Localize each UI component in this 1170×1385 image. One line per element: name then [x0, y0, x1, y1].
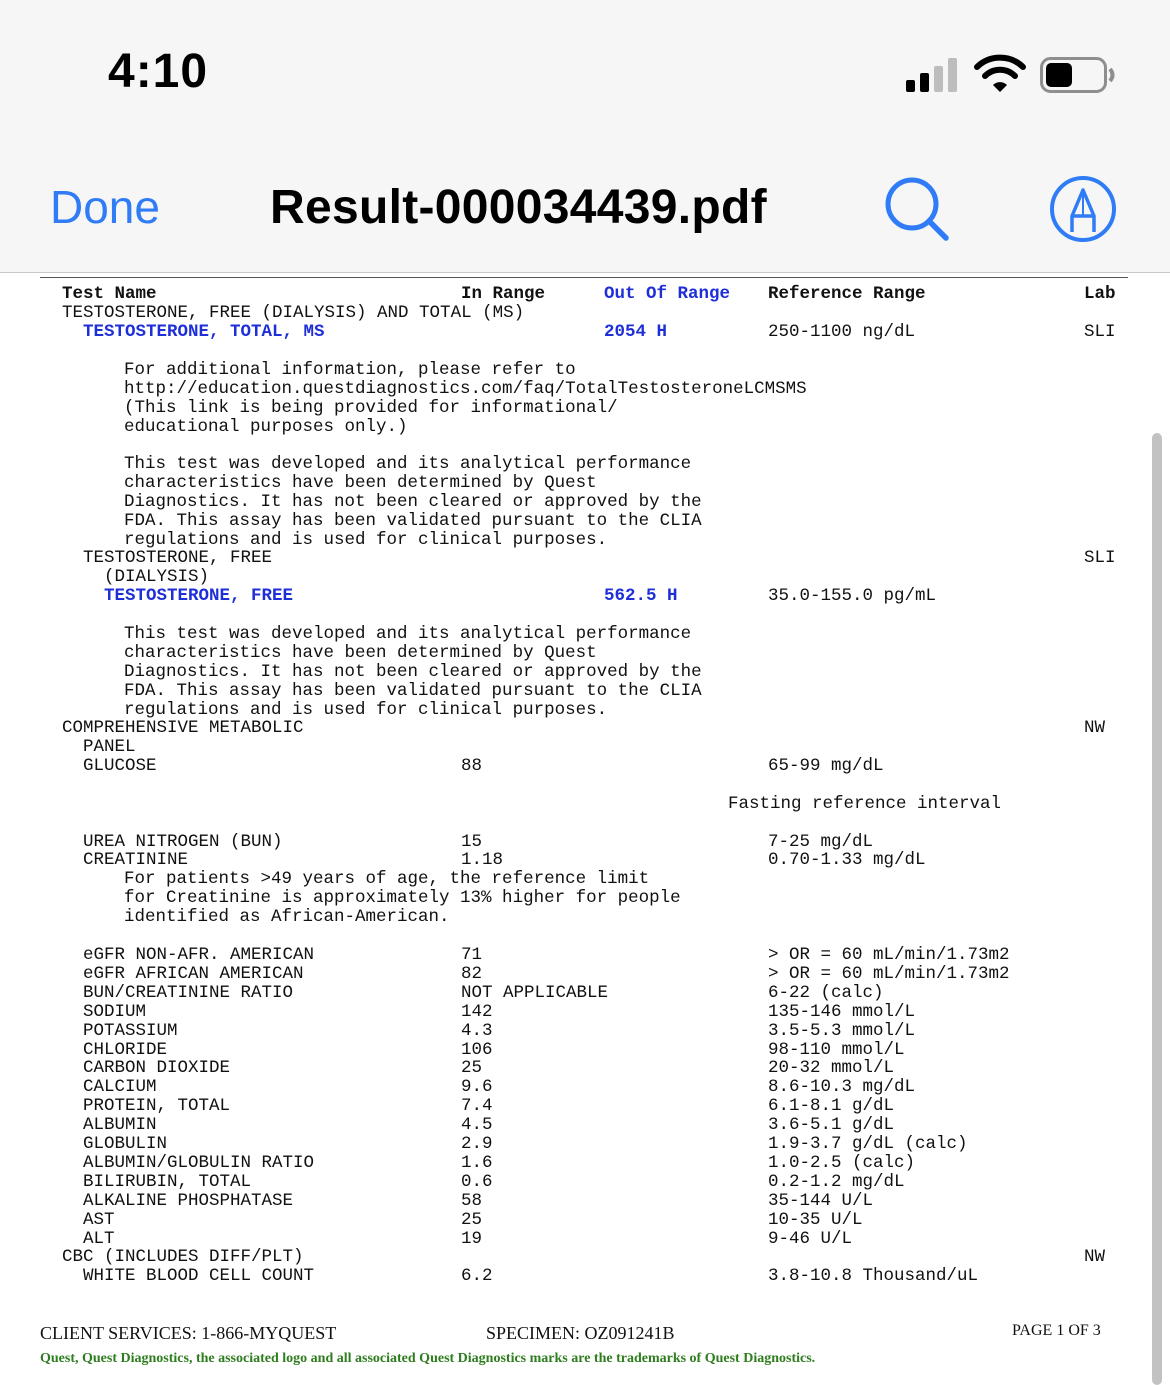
results-name-column	[83, 946, 314, 1249]
result-row-ref: 0.2-1.2 mg/dL	[768, 1171, 905, 1192]
panel-cbc-lab: NW	[1084, 1247, 1106, 1267]
bun-value: 15	[461, 832, 483, 852]
glucose-name: GLUCOSE	[83, 756, 157, 776]
result-row-value: 2.9	[461, 1134, 493, 1155]
result-row-name: POTASSIUM	[83, 1020, 178, 1041]
result-row-ref: 20-32 mmol/L	[768, 1058, 895, 1079]
glucose-ref: 65-99 mg/dL	[768, 756, 884, 776]
result-row-value: 25	[461, 1058, 483, 1079]
document-title: Result-000034439.pdf	[270, 181, 767, 234]
result-row-name: AST	[83, 1209, 115, 1230]
result-row-name: CARBON DIOXIDE	[83, 1058, 231, 1079]
result-row-name: GLOBULIN	[83, 1134, 168, 1155]
footer-client-services: CLIENT SERVICES: 1-866-MYQUEST	[40, 1323, 337, 1343]
wbc-value: 6.2	[461, 1266, 493, 1286]
header-lab: Lab	[1084, 284, 1116, 304]
testosterone-total-ref: 250-1100 ng/dL	[768, 322, 916, 342]
result-row-ref: > OR = 60 mL/min/1.73m2	[768, 963, 1010, 984]
testosterone-total-lab: SLI	[1084, 322, 1116, 342]
result-row-name: ALBUMIN	[83, 1115, 157, 1136]
panel-cmp: COMPREHENSIVE METABOLIC	[62, 718, 304, 738]
result-row-value: 0.6	[461, 1171, 493, 1192]
creatinine-value: 1.18	[461, 850, 504, 870]
result-row-value: 9.6	[461, 1077, 493, 1098]
battery-icon	[1040, 57, 1116, 93]
search-icon[interactable]	[882, 174, 952, 244]
result-row-value: 1.6	[461, 1152, 493, 1173]
glucose-value: 88	[461, 756, 483, 776]
result-row-value: 4.3	[461, 1020, 493, 1041]
bun-ref: 7-25 mg/dL	[768, 832, 874, 852]
result-row-ref: 8.6-10.3 mg/dL	[768, 1077, 916, 1098]
panel-cmp-lab: NW	[1084, 718, 1106, 738]
done-button[interactable]: Done	[50, 181, 160, 233]
footer-trademark: Quest, Quest Diagnostics, the associated logo and all associated Quest Diagnostics marks are the trademarks of Quest Diagnostics.	[40, 1351, 816, 1366]
result-row-name: PROTEIN, TOTAL	[83, 1096, 231, 1117]
result-row-value: 7.4	[461, 1096, 493, 1117]
wbc-ref: 3.8-10.8 Thousand/uL	[768, 1266, 979, 1286]
wifi-icon	[974, 54, 1026, 94]
result-row-name: ALT	[83, 1228, 115, 1249]
result-row-ref: 6-22 (calc)	[768, 982, 884, 1003]
testosterone-total-name: TESTOSTERONE, TOTAL, MS	[83, 322, 325, 342]
panel-testosterone: TESTOSTERONE, FREE (DIALYSIS) AND TOTAL (MS)	[62, 303, 525, 323]
result-row-value: 142	[461, 1001, 493, 1022]
cellular-signal-icon	[906, 58, 960, 92]
result-row-ref: 1.9-3.7 g/dL (calc)	[768, 1134, 968, 1155]
testosterone-free-group: TESTOSTERONE, FREE	[83, 548, 273, 568]
result-row-value: 58	[461, 1190, 483, 1211]
header-test-name: Test Name	[62, 284, 157, 304]
result-row-ref: 98-110 mmol/L	[768, 1039, 905, 1060]
result-row-name: eGFR AFRICAN AMERICAN	[83, 963, 304, 984]
result-row-value: NOT APPLICABLE	[461, 982, 609, 1003]
result-row-ref: 135-146 mmol/L	[768, 1001, 916, 1022]
testosterone-free-group-lab: SLI	[1084, 548, 1116, 568]
header-out-of-range: Out Of Range	[604, 284, 731, 304]
testosterone-total-value: 2054 H	[604, 322, 668, 342]
wbc-name: WHITE BLOOD CELL COUNT	[83, 1266, 315, 1286]
panel-cmp-sub: PANEL	[83, 737, 136, 757]
result-row-value: 106	[461, 1039, 493, 1060]
testosterone-free-name: TESTOSTERONE, FREE	[104, 586, 294, 606]
panel-cbc: CBC (INCLUDES DIFF/PLT)	[62, 1247, 304, 1267]
pdf-page[interactable]	[0, 273, 1170, 1385]
result-row-name: eGFR NON-AFR. AMERICAN	[83, 945, 315, 965]
result-row-name: BUN/CREATININE RATIO	[83, 982, 294, 1003]
note-test-developed-1: This test was developed and its analytical performance characteristics have been determined by Quest Diagnostics. It has not been cleared or approved by the FDA. This assay has been validated pursuant to the CLIA regulations and is used for clinical purposes.	[124, 454, 702, 550]
result-row-name: SODIUM	[83, 1001, 147, 1022]
navigation-bar	[0, 150, 1170, 273]
header-reference-range: Reference Range	[768, 284, 926, 304]
result-row-value: 71	[461, 945, 483, 965]
result-row-ref: 1.0-2.5 (calc)	[768, 1152, 916, 1173]
testosterone-free-value: 562.5 H	[604, 586, 678, 606]
result-row-value: 25	[461, 1209, 483, 1230]
result-row-value: 19	[461, 1228, 483, 1249]
result-row-ref: 35-144 U/L	[768, 1190, 874, 1211]
creatinine-ref: 0.70-1.33 mg/dL	[768, 850, 926, 870]
result-row-ref: 6.1-8.1 g/dL	[768, 1096, 895, 1117]
result-row-name: BILIRUBIN, TOTAL	[83, 1171, 252, 1192]
result-row-name: CALCIUM	[83, 1077, 157, 1098]
result-row-name: ALBUMIN/GLOBULIN RATIO	[83, 1152, 315, 1173]
result-row-ref: > OR = 60 mL/min/1.73m2	[768, 945, 1010, 965]
note-test-developed-2: This test was developed and its analytical performance characteristics have been determined by Quest Diagnostics. It has not been cleared or approved by the FDA. This assay has been validated pursuant to the CLIA regulations and is used for clinical purposes.	[124, 624, 702, 720]
result-row-ref: 9-46 U/L	[768, 1228, 853, 1249]
result-row-ref: 3.6-5.1 g/dL	[768, 1115, 895, 1136]
fasting-note: Fasting reference interval	[728, 794, 1002, 814]
result-row-name: CHLORIDE	[83, 1039, 168, 1060]
footer-specimen: SPECIMEN: OZ091241B	[486, 1323, 675, 1343]
status-bar	[0, 0, 1170, 150]
creatinine-note: For patients >49 years of age, the reference limit for Creatinine is approximately 13% higher for people identified as African-American.	[124, 869, 681, 927]
markup-pen-icon[interactable]	[1048, 174, 1118, 244]
note-additional-info: For additional information, please refer to http://education.questdiagnostics.com/faq/TotalTestosteroneLCMSMS (This link is being provided for informational/ educational purposes only.)	[124, 360, 807, 437]
bun-name: UREA NITROGEN (BUN)	[83, 832, 283, 852]
creatinine-name: CREATININE	[83, 850, 189, 870]
testosterone-free-ref: 35.0-155.0 pg/mL	[768, 586, 937, 606]
result-row-value: 82	[461, 963, 483, 984]
results-ref-column	[768, 946, 1010, 1249]
status-time: 4:10	[108, 45, 209, 98]
testosterone-free-group-sub: (DIALYSIS)	[104, 567, 210, 587]
header-in-range: In Range	[461, 284, 546, 304]
results-value-column	[461, 946, 608, 1249]
lab-report	[0, 273, 1170, 1385]
result-row-name: ALKALINE PHOSPHATASE	[83, 1190, 294, 1211]
result-row-ref: 3.5-5.3 mmol/L	[768, 1020, 916, 1041]
footer-page-number: PAGE 1 OF 3	[1012, 1322, 1101, 1339]
result-row-value: 4.5	[461, 1115, 493, 1136]
result-row-ref: 10-35 U/L	[768, 1209, 863, 1230]
